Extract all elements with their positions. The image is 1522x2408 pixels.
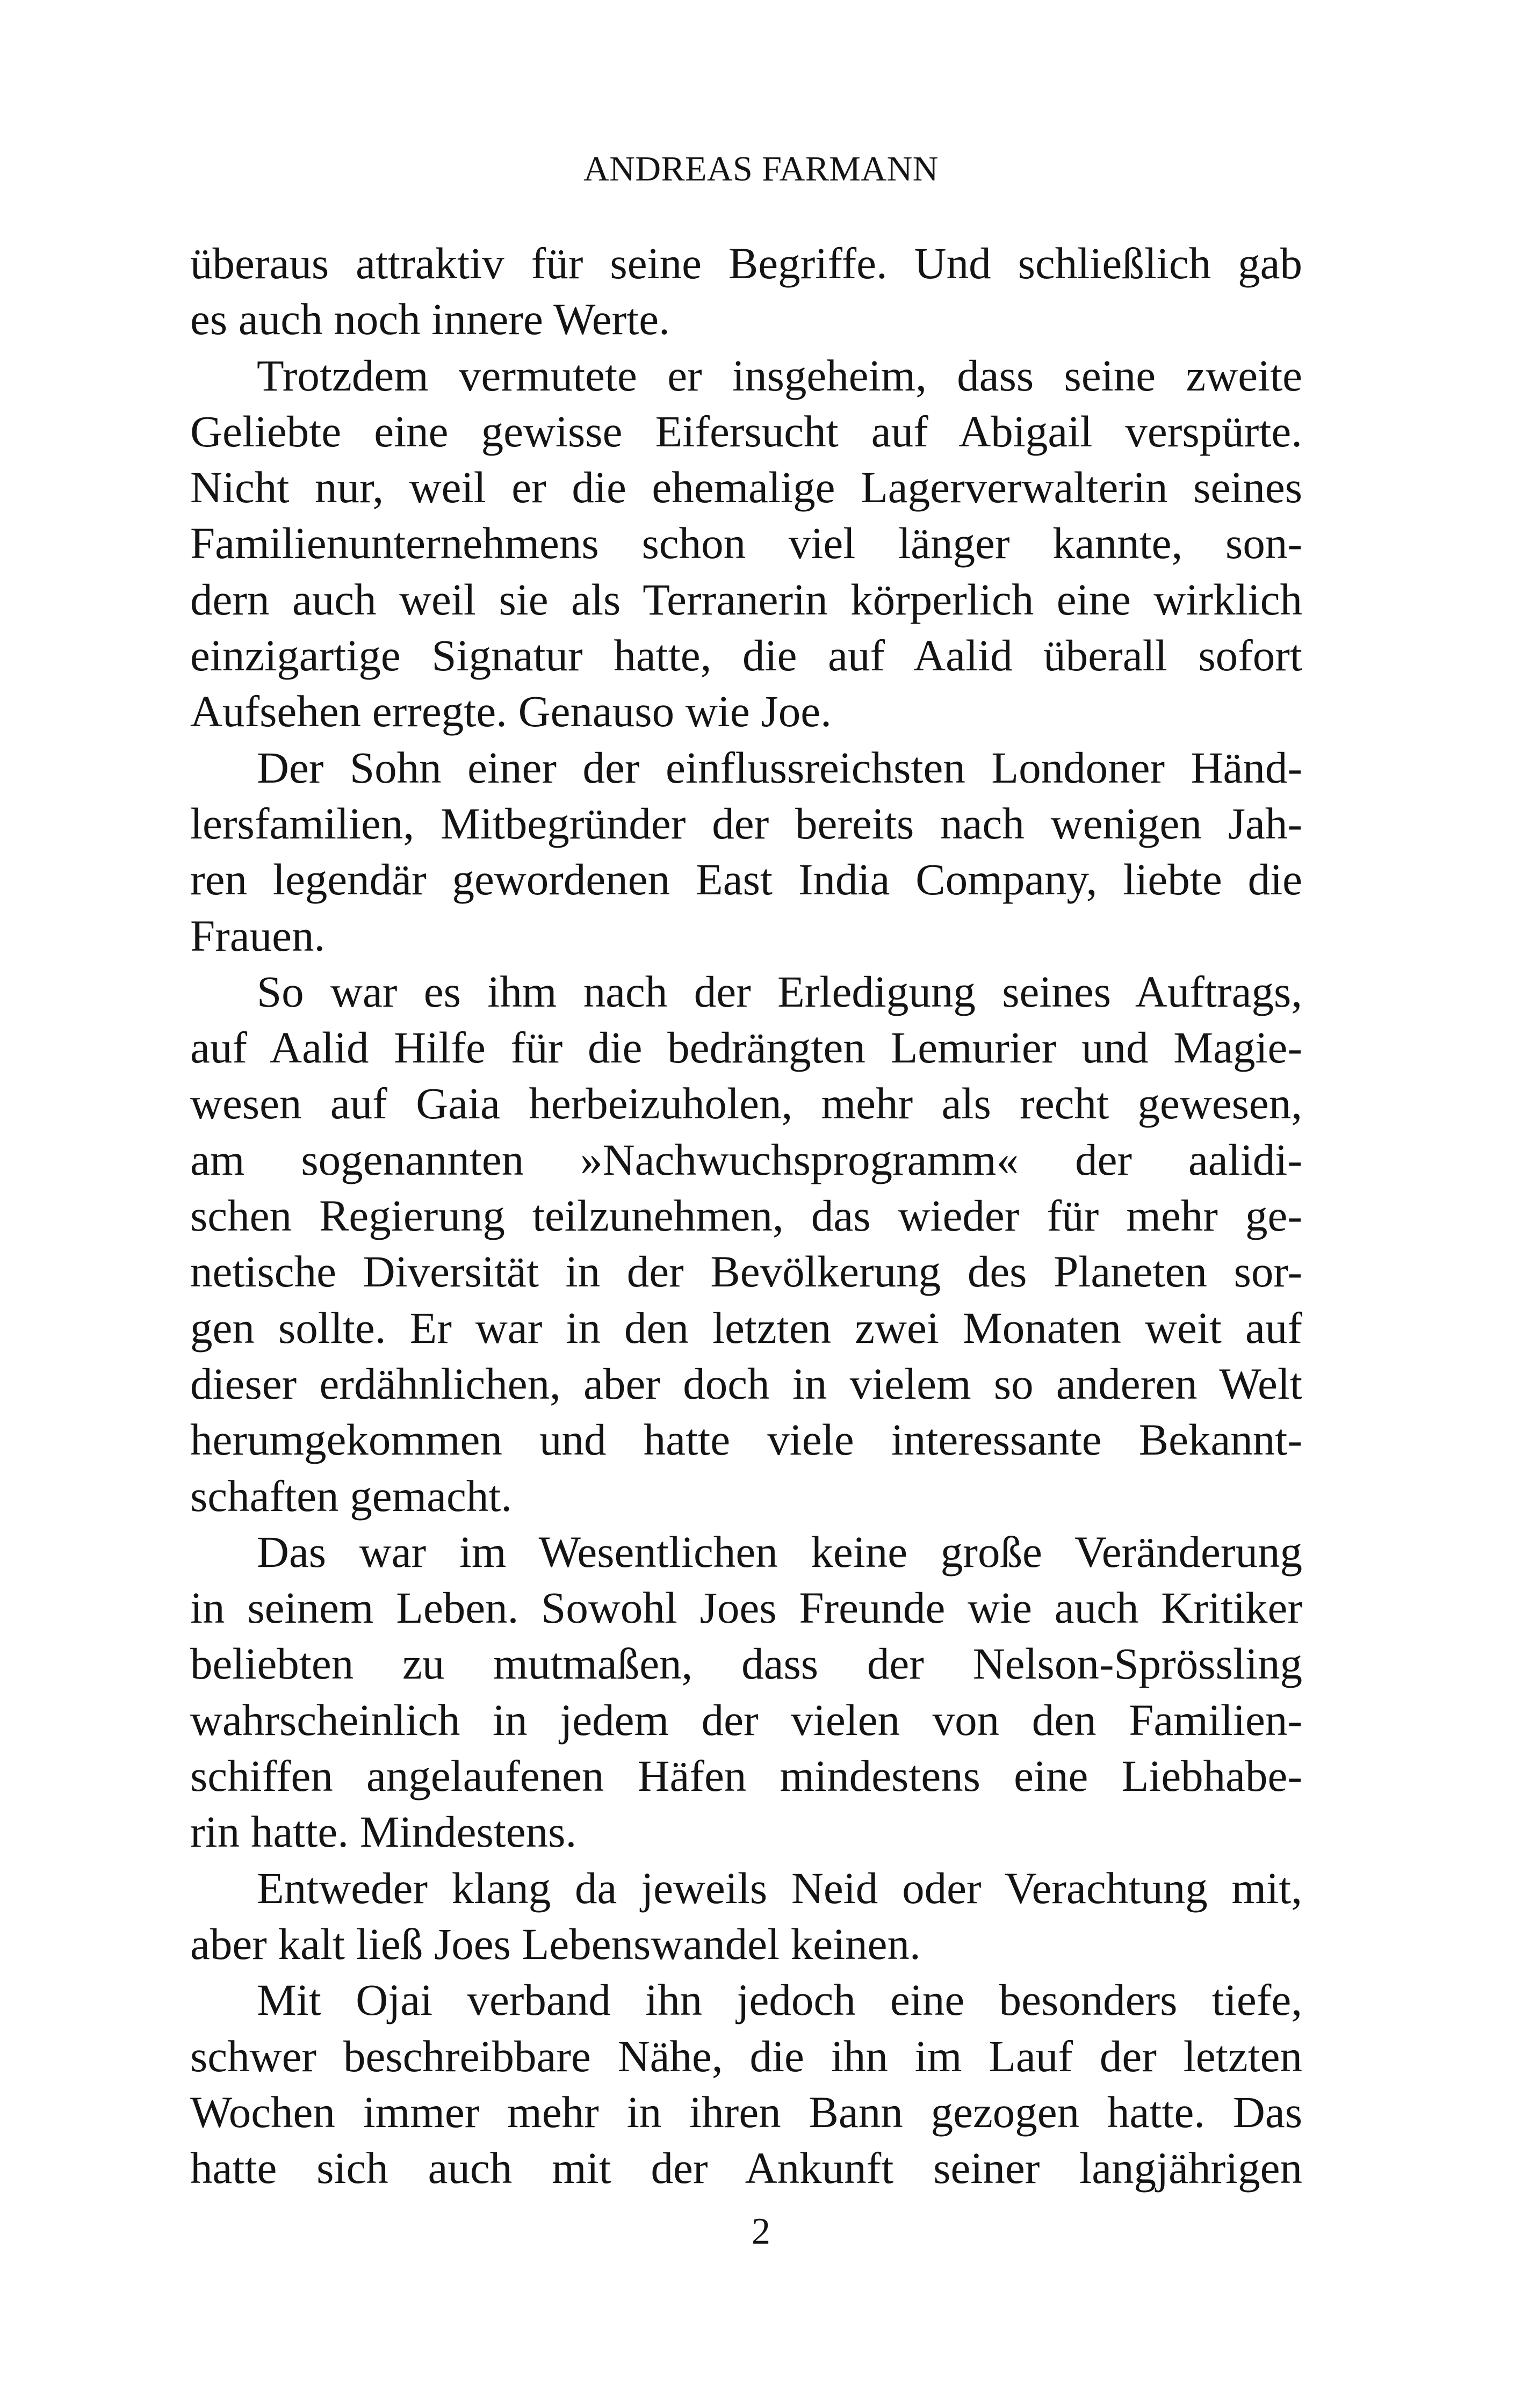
text-line: aber kalt ließ Joes Lebenswandel keinen. [190,1919,921,1969]
text-line: schaften gemacht. [190,1471,513,1521]
text-line: beliebten zu mutmaßen, dass der Nelson-Sprössling [190,1639,1302,1689]
text-line: netische Diversität in der Bevölkerung des Planeten sor- [190,1247,1302,1297]
running-header: ANDREAS FARMANN [583,149,939,189]
text-line: hatte sich auch mit der Ankunft seiner langjährigen [190,2143,1302,2193]
text-line: wahrscheinlich in jedem der vielen von den Familien- [190,1695,1302,1745]
text-line: einzigartige Signatur hatte, die auf Aalid überall sofort [190,631,1302,681]
text-line: auf Aalid Hilfe für die bedrängten Lemurier und Magie- [190,1023,1302,1073]
text-line: Frauen. [190,910,326,960]
text-line: wesen auf Gaia herbeizuholen, mehr als recht gewesen, [190,1079,1302,1129]
text-line: schwer beschreibbare Nähe, die ihn im Lauf der letzten [190,2031,1302,2081]
text-line: rin hatte. Mindestens. [190,1807,577,1857]
paragraph [190,964,1302,1524]
text-line: Wochen immer mehr in ihren Bann gezogen hatte. Das [190,2087,1302,2137]
text-line: Trotzdem vermutete er insgeheim, dass seine zweite [257,350,1302,400]
body-text [190,235,1302,2196]
text-line: schiffen angelaufenen Häfen mindestens eine Liebhabe- [190,1751,1302,1801]
text-line: herumgekommen und hatte viele interessante Bekannt- [190,1415,1302,1465]
text-line: ren legendär gewordenen East India Company, liebte die [190,855,1302,905]
paragraph [190,740,1302,964]
text-line: Entweder klang da jeweils Neid oder Verachtung mit, [257,1863,1302,1913]
text-line: überaus attraktiv für seine Begriffe. Und schließlich gab [190,238,1302,288]
text-line: schen Regierung teilzunehmen, das wieder für mehr ge- [190,1191,1302,1241]
text-line: Der Sohn einer der einflussreichsten Londoner Händ- [257,742,1302,792]
text-line: in seinem Leben. Sowohl Joes Freunde wie auch Kritiker [190,1583,1302,1633]
paragraph [190,1524,1302,1860]
text-line: am sogenannten »Nachwuchsprogramm« der aalidi- [190,1134,1302,1184]
text-line: dieser erdähnlichen, aber doch in vielem so anderen Welt [190,1358,1302,1408]
paragraph [190,235,1302,348]
text-line: es auch noch innere Werte. [190,294,670,344]
text-line: Das war im Wesentlichen keine große Veränderung [257,1527,1302,1577]
paragraph [190,348,1302,740]
text-line: dern auch weil sie als Terranerin körperlich eine wirklich [190,574,1302,624]
text-line: So war es ihm nach der Erledigung seines Auftrags, [257,966,1302,1016]
text-line: gen sollte. Er war in den letzten zwei Monaten weit auf [190,1303,1302,1353]
page-number: 2 [752,2211,770,2252]
text-line: Geliebte eine gewisse Eifersucht auf Abigail verspürte. [190,406,1302,456]
text-line: Mit Ojai verband ihn jedoch eine besonders tiefe, [257,1975,1302,2025]
text-line: Aufsehen erregte. Genauso wie Joe. [190,686,832,736]
text-line: lersfamilien, Mitbegründer der bereits nach wenigen Jah- [190,798,1302,848]
paragraph [190,1972,1302,2196]
text-line: Nicht nur, weil er die ehemalige Lagerverwalterin seines [190,462,1302,512]
paragraph [190,1860,1302,1972]
text-line: Familienunternehmens schon viel länger kannte, son- [190,518,1302,568]
